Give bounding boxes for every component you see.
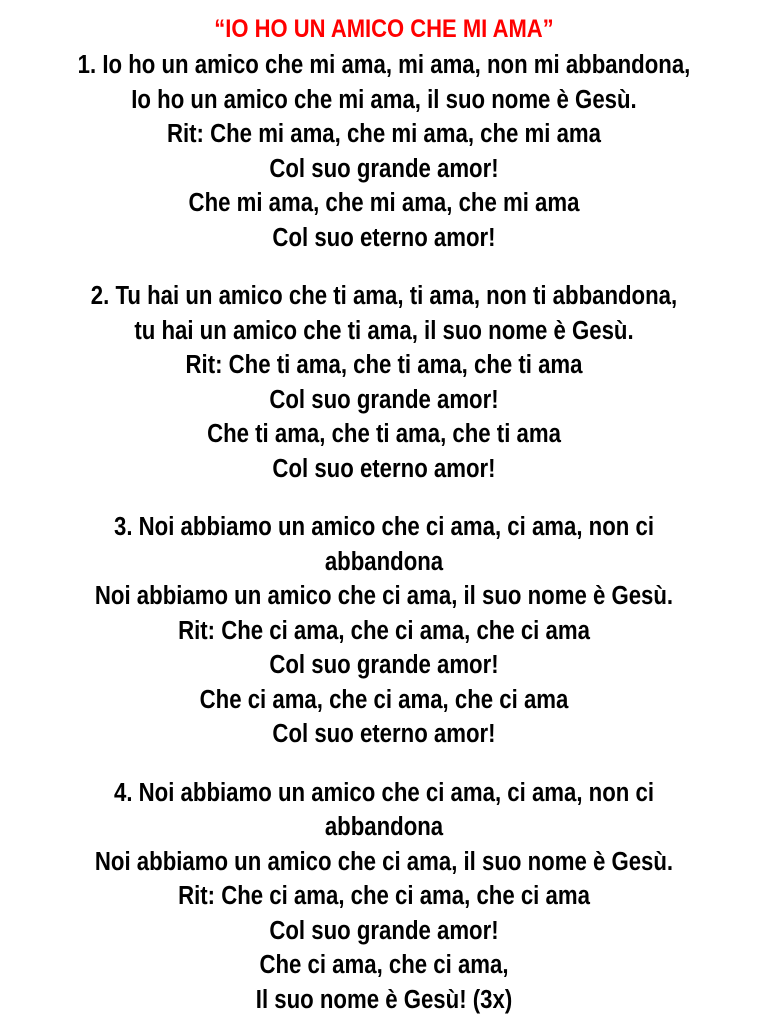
lyric-line: Noi abbiamo un amico che ci ama, il suo nome è Gesù. (94, 582, 674, 610)
refrain-line: Rit: Che ci ama, che ci ama, che ci ama (178, 616, 590, 645)
song-title: “IO HO UN AMICO CHE MI AMA” (214, 15, 554, 43)
stanza-4 (0, 776, 768, 1018)
lyric-line: abbandona (324, 547, 444, 576)
refrain-line: Col suo grande amor! (269, 385, 499, 414)
lyric-line: 1. Io ho un amico che mi ama, mi ama, non mi abbandona, (77, 51, 691, 79)
refrain-line: Col suo eterno amor! (272, 720, 496, 748)
refrain-line: Il suo nome è Gesù! (3x) (255, 985, 513, 1014)
lyric-line: Noi abbiamo un amico che ci ama, il suo nome è Gesù. (94, 847, 674, 876)
refrain-line: Che mi ama, che mi ama, che mi ama (188, 189, 580, 217)
lyric-line: tu hai un amico che ti ama, il suo nome è Gesù. (134, 316, 634, 345)
lyric-line: 4. Noi abbiamo un amico che ci ama, ci ama, non ci (113, 778, 654, 807)
stanza-3 (0, 510, 768, 752)
refrain-line: Che ci ama, che ci ama, che ci ama (199, 685, 569, 714)
stanza-2 (0, 279, 768, 486)
lyric-line: 3. Noi abbiamo un amico che ci ama, ci ama, non ci (113, 513, 654, 541)
refrain-line: Rit: Che mi ama, che mi ama, che mi ama (166, 120, 601, 148)
refrain-line: Che ci ama, che ci ama, (259, 951, 509, 979)
refrain-line: Rit: Che ti ama, che ti ama, che ti ama (185, 351, 583, 379)
refrain-line: Col suo grande amor! (269, 154, 499, 183)
lyric-line: 2. Tu hai un amico che ti ama, ti ama, non ti abbandona, (90, 282, 678, 310)
refrain-line: Che ti ama, che ti ama, che ti ama (207, 420, 561, 448)
refrain-line: Col suo grande amor! (269, 651, 499, 679)
refrain-line: Col suo grande amor! (269, 916, 499, 945)
refrain-line: Col suo eterno amor! (272, 454, 496, 483)
stanza-1 (0, 48, 768, 255)
refrain-line: Col suo eterno amor! (272, 223, 496, 252)
refrain-line: Rit: Che ci ama, che ci ama, che ci ama (178, 882, 590, 910)
lyric-line: abbandona (324, 813, 444, 841)
lyric-line: Io ho un amico che mi ama, il suo nome è Gesù. (131, 85, 637, 114)
